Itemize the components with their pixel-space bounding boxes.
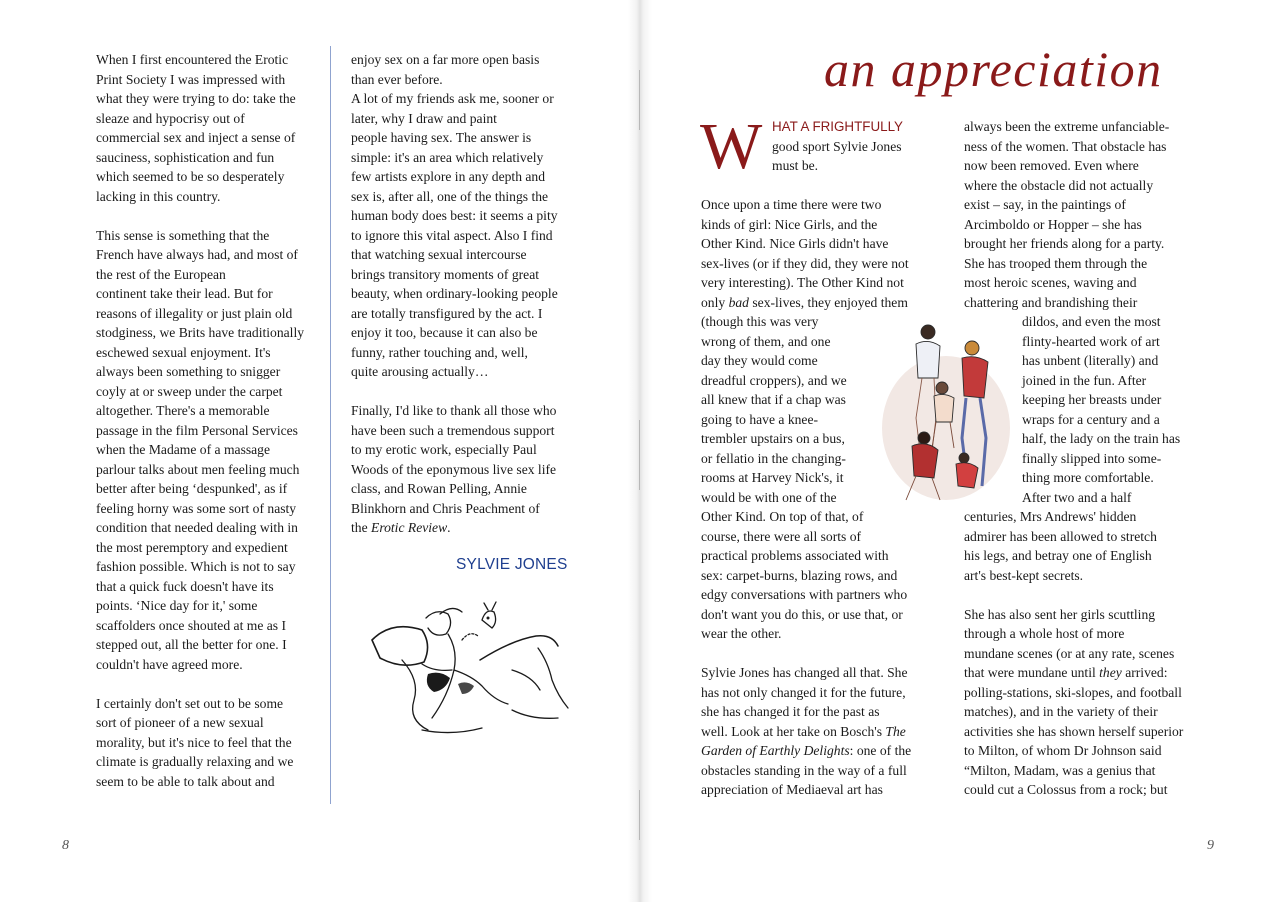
paragraph: When I first encountered the Erotic Print Society I was impressed with what they were trying to do: take the sleaze and hypocrisy out of commercial sex and inject a sense of sauciness, sophistication and fun which seemed to be so desperately lacking in this country. [96,52,296,204]
paragraph: Once upon a time there were two kinds of girl: Nice Girls, and the Other Kind. Nice Girls didn't have sex-lives (or if they did, they were not very interesting). The Other Kind not only bad sex-lives, they enjoyed them (though this was very wrong of them, and one day they would come dreadful croppers), and we all knew that if a chap was going to have a knee- trembler upstairs on a bus, or fellatio in the changing- rooms at Harvey Nick's, it would be with one of the Other Kind. On top of that, of course, there were all sorts of practical problems associated with sex: carpet-burns, blazing rows, and edgy conversations with partners who don't want you do this, or use that, or wear the other. [701,197,909,641]
paragraph: enjoy sex on a far more open basis than ever before. A lot of my friends ask me, sooner or later, why I draw and paint people having sex. The answer is simple: it's an area which relatively few artists explore in any depth and sex is, after all, one of the things the human body does best: it seems a pity to ignore this vital aspect. Also I find that watching sexual intercourse brings transitory moments of great beauty, when ordinary-looking people are totally transfigured by the act. I enjoy it too, because it can also be funny, rather touching and, well, quite arousing actually… [351,52,558,379]
group-figures-watercolor-illustration [876,318,1016,508]
binding-stitch [639,420,640,490]
thanks-paragraph: Finally, I'd like to thank all those who have been such a tremendous support to my erotic work, especially Paul Woods of the eponymous live sex life class, and Rowan Pelling, Annie Blinkhorn and Chris Peachment of the Erotic Review. [351,403,557,535]
column-divider [330,46,331,804]
paragraph: I certainly don't set out to be some sort of pioneer of a new sexual morality, but it's nice to feel that the climate is gradually relaxing and we seem to be able to talk about and [96,695,294,789]
lead-small-caps: HAT A FRIGHTFULLY [772,119,903,134]
paragraph: She has also sent her girls scuttling through a whole host of more mundane scenes (or at any rate, scenes that were mundane until they arrived: polling-stations, ski-slopes, and football matches), and in the variety of their activities she has shown herself superior to Milton, of whom Dr Johnson said “Milton, Madam, was a genius that could cut a Colossus from a rock; but [964,606,1184,797]
left-column-1 [96,50,321,791]
binding-stitch [639,70,640,130]
paragraph: Sylvie Jones has changed all that. She has not only changed it for the future, she has changed it for the past as well. Look at her take on Bosch's The Garden of Earthly Delights: one of the obstacles standing in the way of a full appreciation of Mediaeval art has [701,665,912,797]
drop-cap: W [700,110,763,183]
erotic-sketch-illustration [362,600,576,740]
paragraph: This sense is something that the French have always had, and most of the rest of the European continent take their lead. But for reasons of illegality or just plain old stodginess, we Brits have traditionally eschewed sexual enjoyment. It's always been something to snigger coyly at or sweep under the carpet altogether. There's a memorable passage in the film Personal Services when the Madame of a massage parlour talks about men feeling much better after being ‘despunked', as if feeling horny was some sort of nasty condition that needed dealing with in the most peremptory and expedient fashion possible. Which is not to say that a quick fuck doesn't have its points. ‘Nice day for it,' some scaffolders once shouted at me as I stepped out, all the better for one. I couldn't have agreed more. [96,227,305,672]
page-number-left: 8 [62,838,69,853]
left-column-2 [351,50,583,538]
binding-stitch [639,790,640,840]
page-number-right: 9 [1207,838,1214,853]
page-headline: an appreciation [824,41,1163,97]
book-gutter [628,0,652,902]
lead-paragraph: HAT A FRIGHTFULLY good sport Sylvie Jones must be. [772,119,903,173]
paragraph: always been the extreme unfanciable- ness of the women. That obstacle has now been removed. Even where where the obstacle did not actually exist – say, in the paintings of Arcimboldo or Hopper – she has brought her friends along for a party. She has trooped them through the most heroic scenes, waving and chattering and brandishing their dildos, and even the most flinty-hearted work of art has unbent (literally) and joined in the fun. After keeping her breasts under wraps for a century and a half, the lady on the train has finally slipped into some- thing more comfortable. After two and a half centuries, Mrs Andrews' hidden admirer has been allowed to stretch his legs, and betray one of English art's best-kept secrets. [964,119,1181,583]
publication-title: Erotic Review [371,520,448,535]
author-signature: SYLVIE JONES [456,556,568,573]
